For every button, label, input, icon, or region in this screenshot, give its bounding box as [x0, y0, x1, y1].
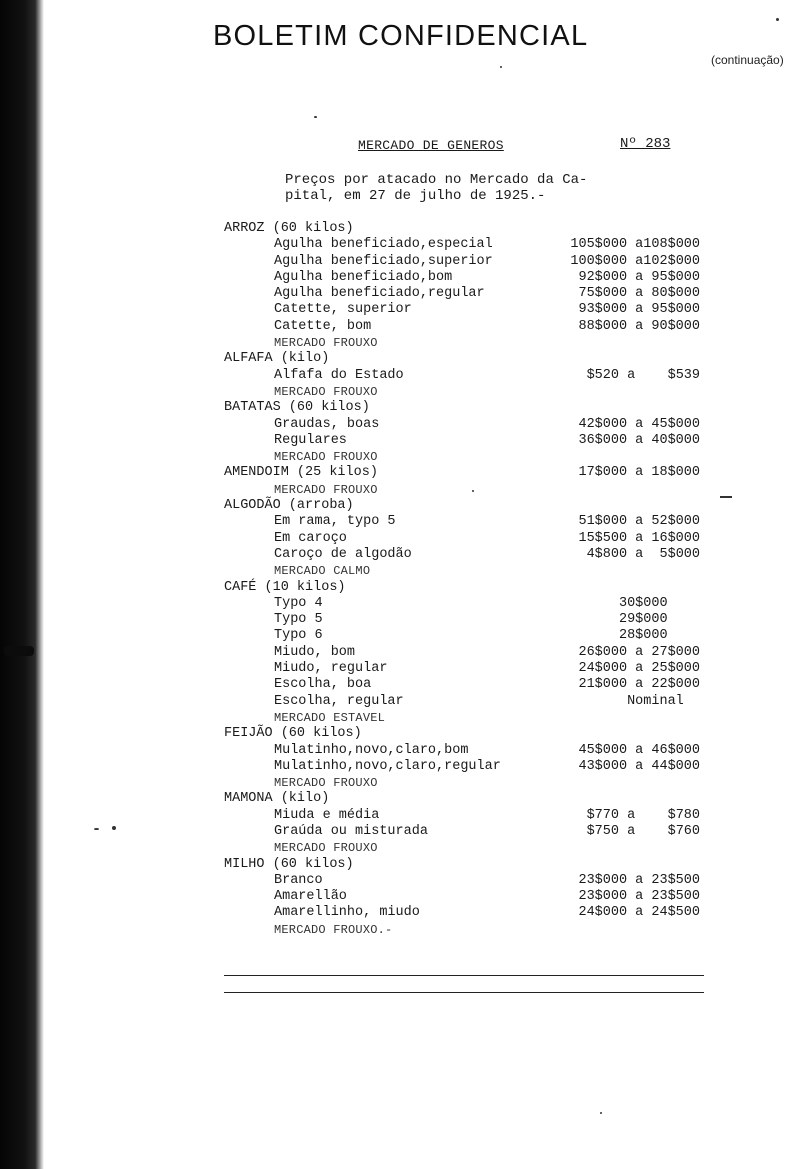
category-heading-label: AMENDOIM (25 kilos) [224, 465, 378, 481]
product-row-label: Typo 6 [274, 628, 323, 644]
product-row [224, 694, 744, 710]
price-range: 24$000 a 24$500 [578, 905, 700, 921]
product-row-label: Typo 5 [274, 612, 323, 628]
scan-speck [600, 1112, 602, 1114]
category-heading-label: ARROZ (60 kilos) [224, 221, 354, 236]
product-row [224, 531, 744, 547]
scanned-page-edge [0, 0, 44, 1169]
product-row [224, 547, 744, 563]
product-row-label: Miudo, regular [274, 661, 388, 677]
product-row [224, 759, 744, 775]
price-range: 4$800 a 5$000 [586, 546, 700, 562]
product-row-label: Escolha, regular [274, 693, 404, 709]
market-status [224, 775, 744, 791]
price-range: 100$000 a102$000 [570, 253, 700, 269]
market-status [224, 922, 744, 938]
market-status [224, 449, 744, 465]
product-row [224, 237, 744, 253]
market-status-label: MERCADO FROUXO [274, 384, 378, 399]
product-row-label: Miudo, bom [274, 644, 356, 660]
price-range: 23$000 a 23$500 [578, 889, 700, 905]
product-row [224, 254, 744, 270]
category-heading [224, 221, 744, 237]
product-row-label: Agulha beneficiado,especial [274, 237, 493, 253]
bulletin-number: Nº 283 [620, 136, 671, 152]
page-title: BOLETIM CONFIDENCIAL [213, 20, 589, 52]
product-row [224, 319, 744, 335]
market-status [224, 384, 744, 400]
price-range: $770 a $780 [586, 807, 700, 823]
market-status [224, 482, 744, 498]
market-status-label: MERCADO FROUXO [274, 776, 378, 791]
product-row-label: Miuda e média [274, 807, 380, 823]
product-row-label: Branco [274, 872, 323, 888]
product-row [224, 612, 744, 628]
price-listing [224, 221, 744, 938]
product-row [224, 677, 744, 693]
market-status-label: MERCADO CALMO [274, 564, 371, 579]
price-range: 45$000 a 46$000 [578, 742, 700, 758]
category-heading [224, 465, 744, 481]
category-heading-label: CAFÉ (10 kilos) [224, 579, 346, 595]
market-heading: MERCADO DE GENEROS [358, 138, 504, 153]
price-range: 105$000 a108$000 [570, 237, 700, 253]
price-range: 36$000 a 40$000 [578, 432, 700, 448]
price-range: 92$000 a 95$000 [578, 269, 700, 285]
product-row-label: Agulha beneficiado,superior [274, 253, 493, 269]
product-row [224, 514, 744, 530]
product-row [224, 286, 744, 302]
price-range: 93$000 a 95$000 [578, 302, 700, 318]
price-range: $750 a $760 [586, 823, 700, 839]
product-row [224, 645, 744, 661]
price-range: 51$000 a 52$000 [578, 514, 700, 530]
product-row-label: Agulha beneficiado,regular [274, 286, 485, 302]
category-heading [224, 580, 744, 596]
price-range: 43$000 a 44$000 [578, 758, 700, 774]
market-status-label: MERCADO ESTAVEL [274, 710, 386, 725]
product-row [224, 661, 744, 677]
category-heading [224, 498, 744, 514]
market-status [224, 710, 744, 726]
product-row-label: Graudas, boas [274, 416, 380, 432]
market-status [224, 563, 744, 579]
product-row [224, 873, 744, 889]
price-range: 15$500 a 16$000 [578, 530, 700, 546]
product-row-label: Caroço de algodão [274, 546, 412, 562]
category-heading-label: MAMONA (kilo) [224, 791, 330, 807]
product-row [224, 270, 744, 286]
product-row-label: Em rama, typo 5 [274, 514, 396, 530]
product-row-label: Escolha, boa [274, 677, 372, 693]
product-row-label: Catette, bom [274, 318, 372, 334]
price-range: 75$000 a 80$000 [578, 286, 700, 302]
scan-artifact [4, 646, 34, 656]
scan-speck [472, 490, 474, 492]
category-heading-label: BATATAS (60 kilos) [224, 400, 370, 416]
product-row-label: Catette, superior [274, 302, 412, 318]
scan-speck [112, 826, 116, 830]
market-status-label: MERCADO FROUXO [274, 482, 378, 497]
category-heading [224, 351, 744, 367]
price-range: Nominal [627, 693, 700, 709]
category-heading [224, 726, 744, 742]
product-row [224, 889, 744, 905]
market-status-label: MERCADO FROUXO.- [274, 922, 393, 937]
price-range: 26$000 a 27$000 [578, 644, 700, 660]
product-row-label: Amarellinho, miudo [274, 905, 420, 921]
product-row-label: Typo 4 [274, 595, 323, 611]
product-row-label: Em caroço [274, 530, 347, 546]
product-row [224, 743, 744, 759]
price-range: 30$000 [618, 595, 700, 611]
product-row [224, 302, 744, 318]
product-row [224, 433, 744, 449]
product-row-label: Alfafa do Estado [274, 367, 404, 383]
price-range: 17$000 a 18$000 [578, 465, 700, 481]
category-heading [224, 857, 744, 873]
market-status [224, 840, 744, 856]
market-status-label: MERCADO FROUXO [274, 450, 378, 465]
product-row [224, 824, 744, 840]
product-row-label: Amarellão [274, 889, 347, 905]
price-range: 88$000 a 90$000 [578, 318, 700, 334]
price-range: 23$000 a 23$500 [578, 872, 700, 888]
product-row [224, 417, 744, 433]
product-row-label: Mulatinho,novo,claro,regular [274, 758, 501, 774]
product-row-label: Mulatinho,novo,claro,bom [274, 742, 469, 758]
intro-paragraph: Preços por atacado no Mercado da Ca- pital, em 27 de julho de 1925.- [285, 172, 588, 204]
product-row-label: Graúda ou misturada [274, 823, 428, 839]
price-range: 29$000 [618, 612, 700, 628]
product-row [224, 368, 744, 384]
category-heading-label: FEIJÃO (60 kilos) [224, 726, 362, 742]
scan-speck [720, 496, 732, 498]
category-heading-label: ALFAFA (kilo) [224, 351, 330, 367]
price-range: 42$000 a 45$000 [578, 416, 700, 432]
price-range: 24$000 a 25$000 [578, 661, 700, 677]
product-row [224, 628, 744, 644]
scan-speck [314, 116, 317, 118]
closing-rule-top [224, 975, 704, 976]
product-row [224, 596, 744, 612]
price-range: 21$000 a 22$000 [578, 677, 700, 693]
product-row [224, 808, 744, 824]
scan-speck [776, 18, 779, 21]
category-heading [224, 400, 744, 416]
scan-speck [500, 66, 502, 68]
category-heading-label: MILHO (60 kilos) [224, 856, 354, 872]
product-row-label: Agulha beneficiado,bom [274, 269, 453, 285]
closing-rule-bottom [224, 992, 704, 993]
market-status [224, 335, 744, 351]
price-range: 28$000 [618, 628, 700, 644]
continuation-note: (continuação) [711, 53, 784, 67]
category-heading-label: ALGODÃO (arroba) [224, 498, 354, 514]
market-status-label: MERCADO FROUXO [274, 336, 378, 351]
price-range: $520 a $539 [586, 367, 700, 383]
product-row-label: Regulares [274, 432, 347, 448]
category-heading [224, 791, 744, 807]
product-row [224, 905, 744, 921]
market-status-label: MERCADO FROUXO [274, 841, 378, 856]
scan-speck [94, 828, 99, 830]
